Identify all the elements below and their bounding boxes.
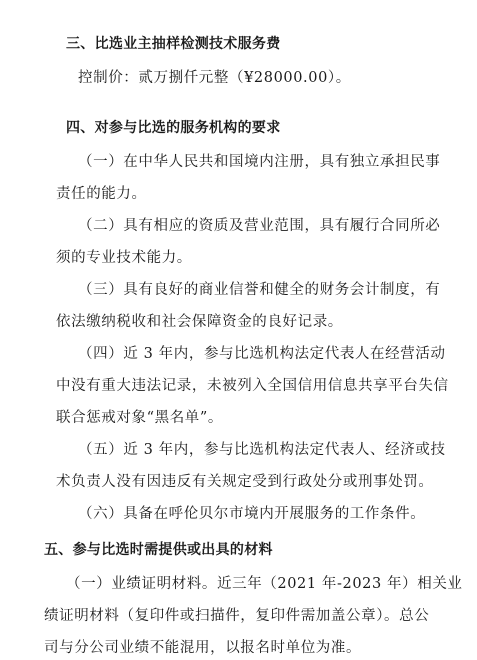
requirement-3-line-2: 依法缴纳税收和社会保障资金的良好记录。 [56,314,343,330]
section-5-heading: 五、参与比选时需提供或出具的材料 [44,542,273,558]
requirement-5-line-2: 术负责人没有因违反有关规定受到行政处分或刑事处罚。 [56,474,434,490]
requirement-4-line-2: 中没有重大违法记录，未被列入全国信用信息共享平台失信 [56,378,449,394]
requirement-2-line-2: 须的专业技术能力。 [56,250,192,266]
requirement-5-line-1: （五）近 3 年内，参与比选机构法定代表人、经济或技 [78,442,446,458]
material-1-line-1: （一）业绩证明材料。近三年（2021 年-2023 年）相关业 [66,576,463,592]
requirement-1-line-1: （一）在中华人民共和国境内注册，具有独立承担民事 [78,154,441,170]
section-3-heading: 三、比选业主抽样检测技术服务费 [66,36,281,52]
material-1-line-3: 司与分公司业绩不能混用，以报名时单位为准。 [44,640,362,656]
section-4-heading: 四、对参与比选的服务机构的要求 [66,120,281,136]
control-price-line: 控制价：贰万捌仟元整（¥28000.00）。 [78,70,351,86]
material-1-line-2: 绩证明材料（复印件或扫描件，复印件需加盖公章）。总公 [44,608,430,624]
requirement-4-line-1: （四）近 3 年内，参与比选机构法定代表人在经营活动 [78,346,446,362]
requirement-6-line-1: （六）具备在呼伦贝尔市境内开展服务的工作条件。 [78,506,426,522]
requirement-1-line-2: 责任的能力。 [56,186,147,202]
requirement-2-line-1: （二）具有相应的资质及营业范围，具有履行合同所必 [78,218,441,234]
requirement-3-line-1: （三）具有良好的商业信誉和健全的财务会计制度，有 [78,282,441,298]
requirement-4-line-3: 联合惩戒对象“黑名单”。 [56,410,224,426]
